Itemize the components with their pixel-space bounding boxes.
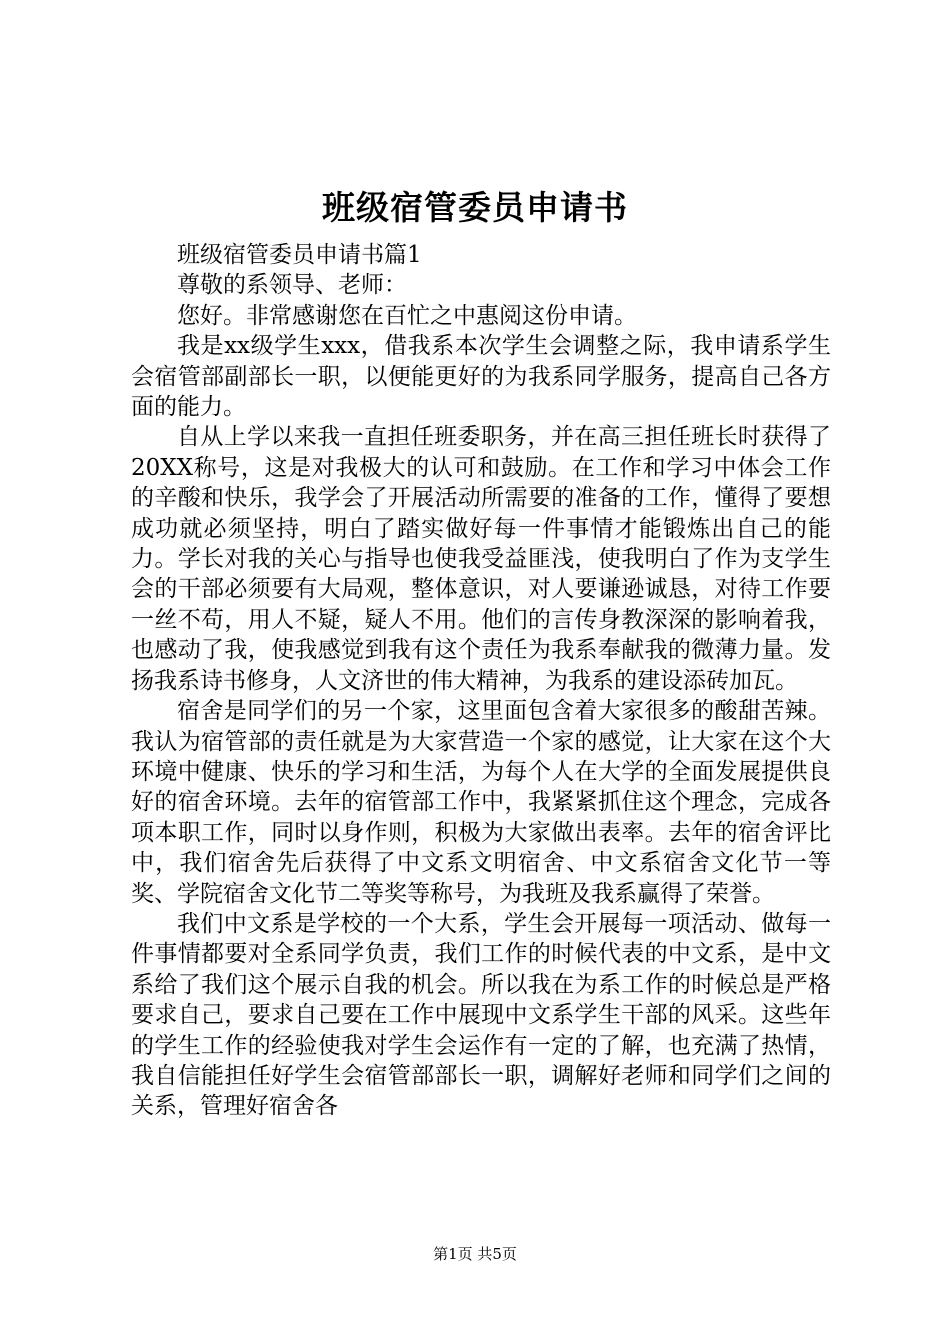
paragraph-department: 我们中文系是学校的一个大系，学生会开展每一项活动、做每一件事情都要对全系同学负责，我们工作的时候代表的中文系，是中文系给了我们这个展示自我的机会。所以我在为系工作的时候总是严格要求自己，要求自己要在工作中展现中文系学生干部的风采。这些年的学生工作的经验使我对学生会运作有一定的了解，也充满了热情，我自信能担任好学生会宿管部部长一职，调解好老师和同学们之间的关系，管理好宿舍各 [131, 910, 831, 1120]
paragraph-introduction: 我是xx级学生xxx，借我系本次学生会调整之际，我申请系学生会宿管部副部长一职，以便能更好的为我系同学服务，提高自己各方面的能力。 [131, 333, 831, 421]
paragraph-salutation: 尊敬的系领导、老师： [177, 272, 407, 299]
page-footer: 第1页 共5页 [433, 1245, 517, 1263]
paragraph-greeting: 您好。非常感谢您在百忙之中惠阅这份申请。 [177, 302, 637, 329]
document-body [131, 240, 831, 1122]
paragraph-experience: 自从上学以来我一直担任班委职务，并在高三担任班长时获得了20XX称号，这是对我极大的认可和鼓励。在工作和学习中体会工作的辛酸和快乐，我学会了开展活动所需要的准备的工作，懂得了要想成功就必须坚持，明白了踏实做好每一件事情才能锻炼出自己的能力。学长对我的关心与指导也使我受益匪浅，使我明白了作为支学生会的干部必须要有大局观，整体意识，对人要谦逊诚恳，对待工作要一丝不苟，用人不疑，疑人不用。他们的言传身教深深的影响着我，也感动了我，使我感觉到我有这个责任为我系奉献我的微薄力量。发扬我系诗书修身，人文济世的伟大精神，为我系的建设添砖加瓦。 [131, 424, 831, 694]
paragraph-dormitory: 宿舍是同学们的另一个家，这里面包含着大家很多的酸甜苦辣。我认为宿管部的责任就是为大家营造一个家的感觉，让大家在这个大环境中健康、快乐的学习和生活，为每个人在大学的全面发展提供良好的宿舍环境。去年的宿管部工作中，我紧紧抓住这个理念，完成各项本职工作，同时以身作则，积极为大家做出表率。去年的宿舍评比中，我们宿舍先后获得了中文系文明宿舍、中文系宿舍文化节一等奖、学院宿舍文化节二等奖等称号，为我班及我系赢得了荣誉。 [131, 698, 831, 907]
paragraph-heading: 班级宿管委员申请书篇1 [177, 242, 422, 268]
document-title: 班级宿管委员申请书 [322, 188, 628, 227]
